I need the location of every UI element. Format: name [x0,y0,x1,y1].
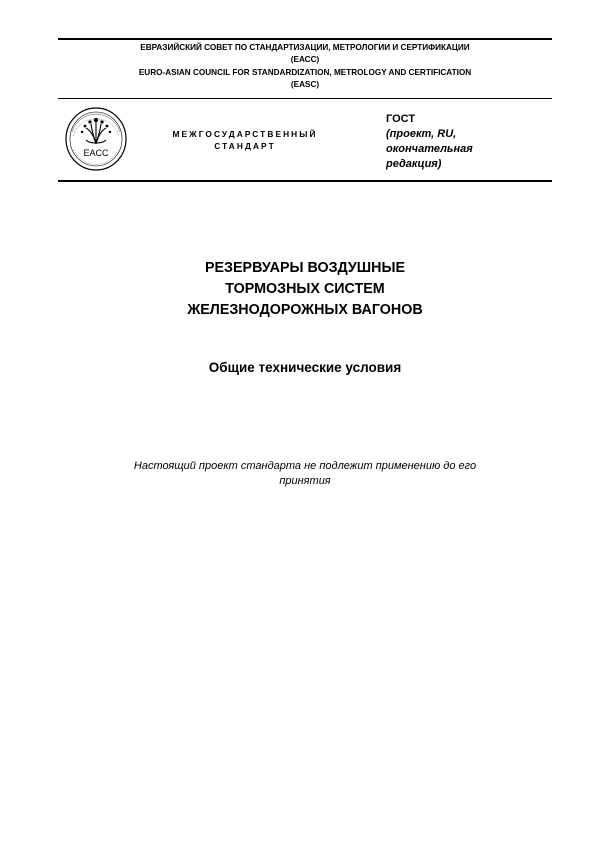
draft-notice-line2: принятия [279,475,331,487]
council-name-ru [58,42,552,66]
easc-seal-icon [64,106,128,172]
designation-block [386,112,536,172]
standard-type-line1: МЕЖГОСУДАРСТВЕННЫЙ [172,129,318,139]
council-name-en [58,67,552,91]
gost-code: ГОСТ [386,113,416,125]
draft-status-line3: редакция) [386,158,442,170]
document-title-line3: ЖЕЛЕЗНОДОРОЖНЫХ ВАГОНОВ [187,302,423,318]
seal-label: EACC [83,148,109,158]
council-abbr-ru: (ЕАСС) [290,55,320,64]
council-name-en-line1: EURO-ASIAN COUNCIL FOR STANDARDIZATION, METROLOGY AND CERTIFICATION [138,68,472,77]
draft-status-line2: окончательная [386,143,473,155]
council-abbr-en: (EASC) [290,80,320,89]
document-subtitle: Общие технические условия [208,360,402,375]
header-top-rule [58,38,552,40]
document-title-line1: РЕЗЕРВУАРЫ ВОЗДУШНЫЕ [204,260,406,276]
council-name-ru-line1: ЕВРАЗИЙСКИЙ СОВЕТ ПО СТАНДАРТИЗАЦИИ, МЕТРОЛОГИИ И СЕРТИФИКАЦИИ [140,43,470,52]
draft-status-line1: (проект, RU, [386,128,457,140]
standard-type-line2: СТАНДАРТ [214,141,276,151]
document-title-line2: ТОРМОЗНЫХ СИСТЕМ [225,281,385,297]
header-middle-rule [58,98,552,99]
draft-notice-line1: Настоящий проект стандарта не подлежит применению до его [133,460,477,472]
header-bottom-rule [58,180,552,182]
